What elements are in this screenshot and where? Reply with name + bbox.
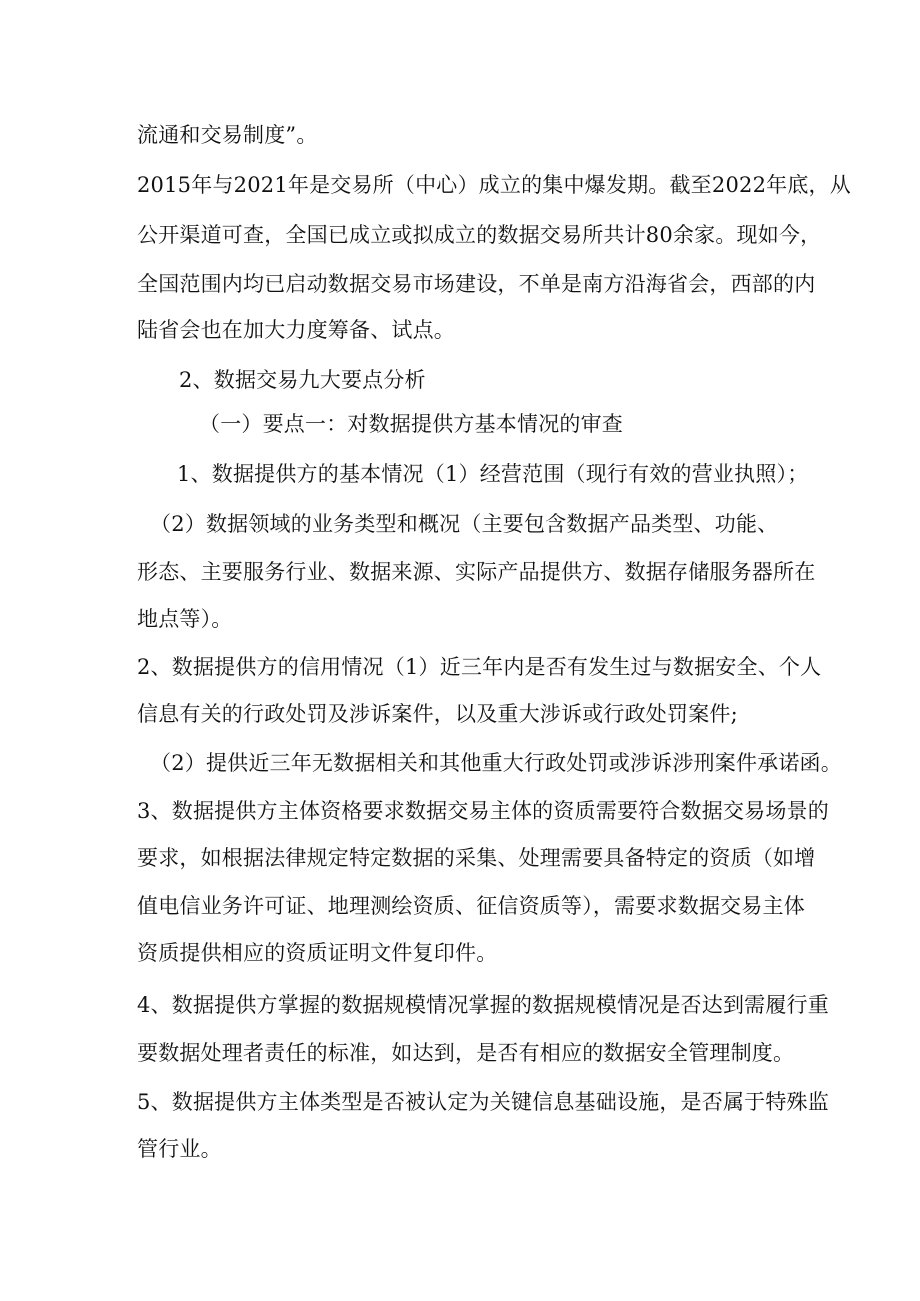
text-line: 2015年与2021年是交易所（中心）成立的集中爆发期。截至2022年底，从: [137, 173, 851, 197]
text-line: （2）提供近三年无数据相关和其他重大行政处罚或涉诉涉刑案件承诺函。: [150, 751, 842, 775]
text-line: 值电信业务许可证、地理测绘资质、征信资质等），需要求数据交易主体: [137, 894, 805, 918]
text-line: 陆省会也在加大力度筹备、试点。: [137, 318, 455, 342]
text-line: 资质提供相应的资质证明文件复印件。: [137, 941, 498, 965]
text-line: （2）数据领域的业务类型和概况（主要包含数据产品类型、功能、: [150, 512, 779, 536]
text-line: 4、数据提供方掌握的数据规模情况掌握的数据规模情况是否达到需履行重: [137, 993, 829, 1017]
text-line: 地点等）。: [137, 607, 233, 631]
subsection-heading: （一）要点一：对数据提供方基本情况的审查: [199, 412, 623, 436]
text-line: 流通和交易制度”。: [137, 123, 318, 147]
text-line: 公开渠道可查，全国已成立或拟成立的数据交易所共计80余家。现如今，: [137, 223, 822, 247]
text-line: 信息有关的行政处罚及涉诉案件，以及重大涉诉或行政处罚案件;: [137, 702, 738, 726]
text-line: 要求，如根据法律规定特定数据的采集、处理需要具备特定的资质（如增: [137, 846, 816, 870]
text-line: 要数据处理者责任的标准，如达到，是否有相应的数据安全管理制度。: [137, 1041, 795, 1065]
text-line: 2、数据提供方的信用情况（1）近三年内是否有发生过与数据安全、个人: [137, 655, 822, 679]
text-line: 管行业。: [137, 1137, 222, 1161]
text-line: 5、数据提供方主体类型是否被认定为关键信息基础设施，是否属于特殊监: [137, 1090, 829, 1114]
text-line: 形态、主要服务行业、数据来源、实际产品提供方、数据存储服务器所在: [137, 560, 816, 584]
text-line: 全国范围内均已启动数据交易市场建设，不单是南方沿海省会，西部的内: [137, 272, 816, 296]
section-heading: 2、数据交易九大要点分析: [179, 368, 426, 392]
text-line: 1、数据提供方的基本情况（1）经营范围（现行有效的营业执照）；: [177, 462, 809, 486]
text-line: 3、数据提供方主体资格要求数据交易主体的资质需要符合数据交易场景的: [137, 799, 829, 823]
